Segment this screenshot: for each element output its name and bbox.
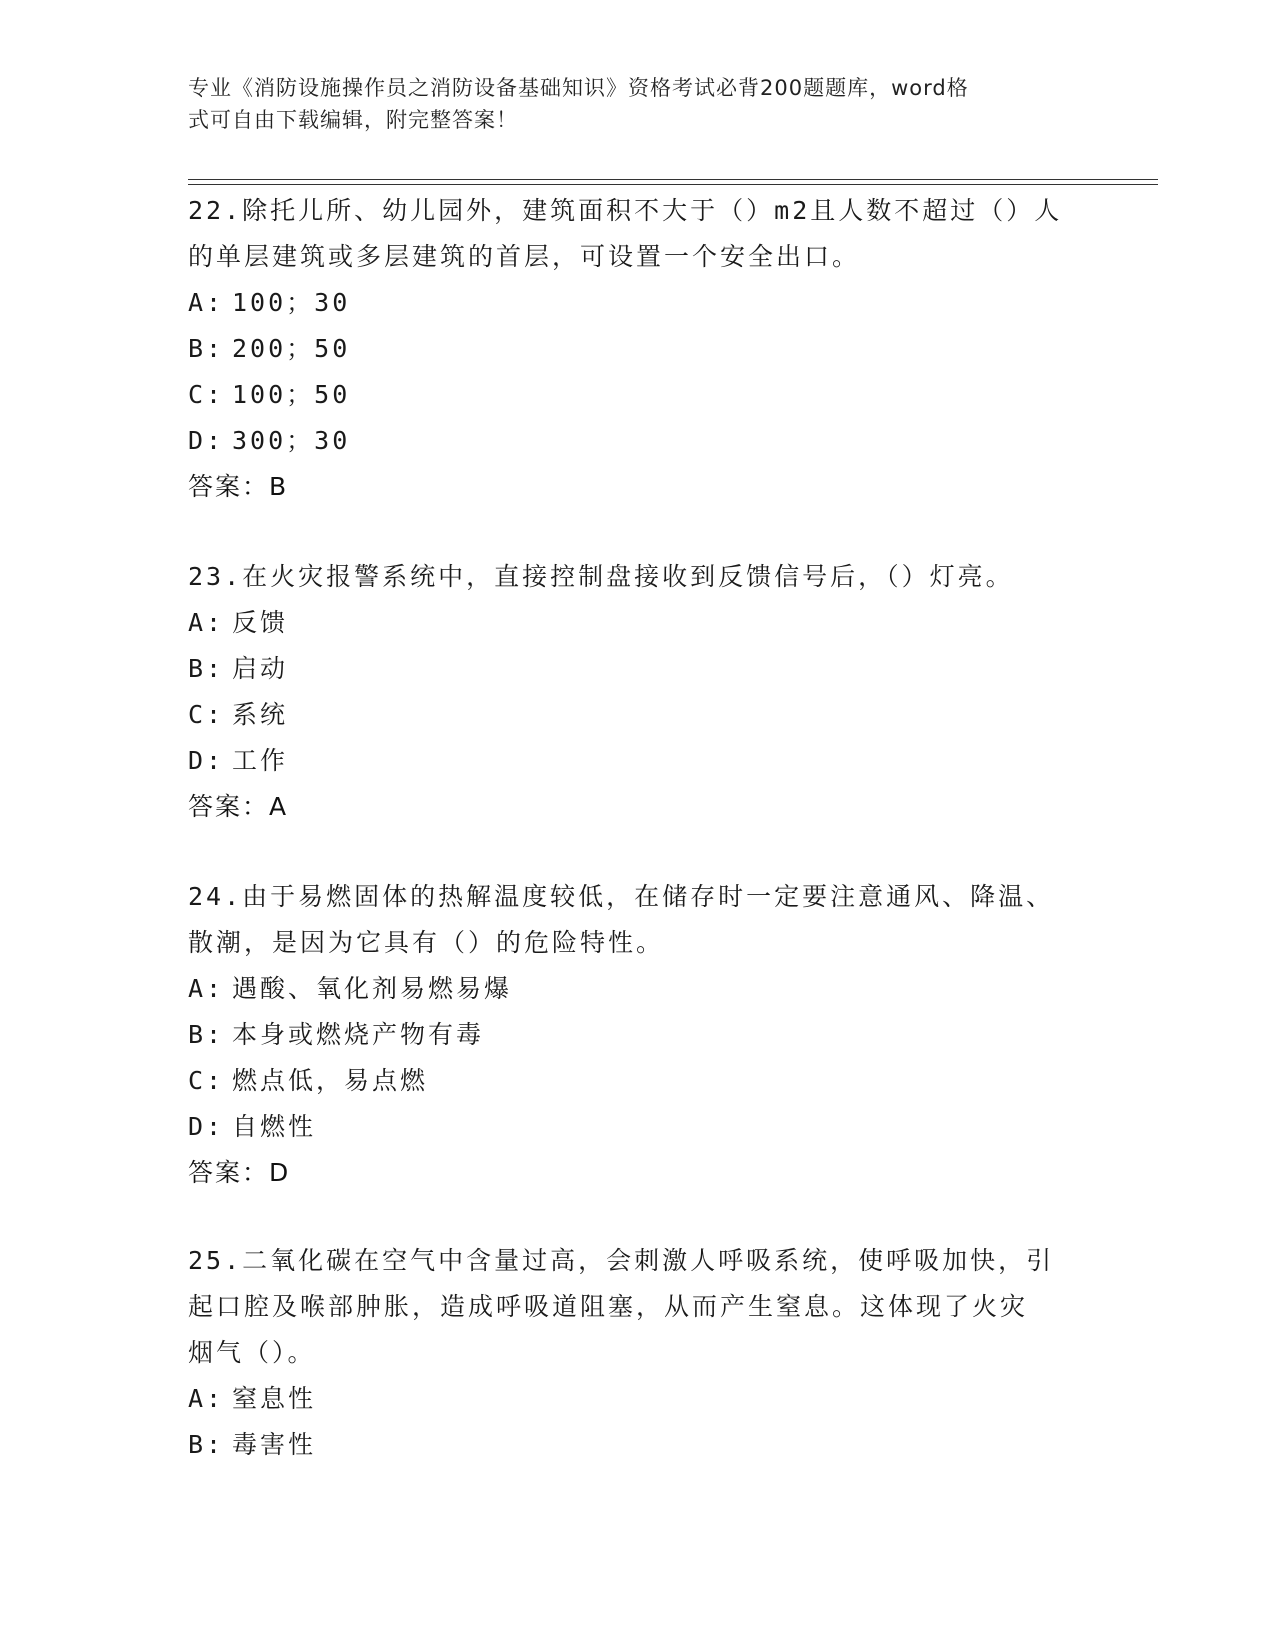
option-letter: A: <box>188 608 225 637</box>
option-letter: C: <box>188 1066 225 1095</box>
option-text: 100；30 <box>232 288 351 317</box>
option-a <box>188 600 1088 646</box>
option-letter: D: <box>188 1112 225 1141</box>
option-letter: B: <box>188 1020 225 1049</box>
option-text: 燃点低，易点燃 <box>232 1066 429 1095</box>
option-text: 毒害性 <box>232 1430 317 1459</box>
question-stem-line: 散潮，是因为它具有（）的危险特性。 <box>188 928 665 957</box>
option-text: 反馈 <box>232 608 289 637</box>
answer-line: 答案：A <box>188 792 289 821</box>
question-23 <box>188 554 1088 830</box>
question-stem-line: 23.在火灾报警系统中，直接控制盘接收到反馈信号后，（）灯亮。 <box>188 562 1014 591</box>
option-text: 工作 <box>232 746 289 775</box>
option-letter: A: <box>188 974 225 1003</box>
option-text: 200；50 <box>232 334 351 363</box>
option-b <box>188 1012 1088 1058</box>
question-25 <box>188 1238 1088 1468</box>
question-stem-line: 22.除托儿所、幼儿园外，建筑面积不大于（）m2且人数不超过（）人 <box>188 196 1063 225</box>
option-text: 启动 <box>232 654 289 683</box>
option-letter: A: <box>188 1384 225 1413</box>
option-c <box>188 692 1088 738</box>
answer-line: 答案：B <box>188 472 289 501</box>
option-letter: C: <box>188 700 225 729</box>
option-c <box>188 1058 1088 1104</box>
option-text: 300；30 <box>232 426 351 455</box>
question-stem-line: 起口腔及喉部肿胀，造成呼吸道阻塞，从而产生窒息。这体现了火灾 <box>188 1292 1029 1321</box>
option-letter: B: <box>188 654 225 683</box>
question-22 <box>188 188 1088 510</box>
option-a <box>188 1376 1088 1422</box>
document-header <box>188 72 1068 136</box>
header-line-2: 式可自由下载编辑，附完整答案！ <box>188 108 518 132</box>
option-b <box>188 326 1088 372</box>
option-text: 100；50 <box>232 380 351 409</box>
option-b <box>188 1422 1088 1468</box>
option-letter: C: <box>188 380 225 409</box>
question-24 <box>188 874 1088 1196</box>
option-text: 本身或燃烧产物有毒 <box>232 1020 485 1049</box>
option-text: 遇酸、氧化剂易燃易爆 <box>232 974 513 1003</box>
option-text: 窒息性 <box>232 1384 317 1413</box>
option-text: 系统 <box>232 700 289 729</box>
question-stem-line: 24.由于易燃固体的热解温度较低，在储存时一定要注意通风、降温、 <box>188 882 1055 911</box>
option-letter: B: <box>188 1430 225 1459</box>
option-c <box>188 372 1088 418</box>
option-letter: A: <box>188 288 225 317</box>
option-letter: B: <box>188 334 225 363</box>
question-stem-line: 烟气（）。 <box>188 1338 316 1367</box>
answer-line: 答案：D <box>188 1158 291 1187</box>
header-line-1: 专业《消防设施操作员之消防设备基础知识》资格考试必背200题题库，word格 <box>188 76 969 100</box>
option-a <box>188 966 1088 1012</box>
option-d <box>188 1104 1088 1150</box>
question-stem-line: 25.二氧化碳在空气中含量过高，会刺激人呼吸系统，使呼吸加快，引 <box>188 1246 1055 1275</box>
option-d <box>188 418 1088 464</box>
option-letter: D: <box>188 746 225 775</box>
option-b <box>188 646 1088 692</box>
header-divider-bottom <box>188 184 1158 185</box>
question-stem-line: 的单层建筑或多层建筑的首层，可设置一个安全出口。 <box>188 242 861 271</box>
option-letter: D: <box>188 426 225 455</box>
option-text: 自燃性 <box>232 1112 317 1141</box>
option-a <box>188 280 1088 326</box>
header-divider-top <box>188 179 1158 180</box>
option-d <box>188 738 1088 784</box>
